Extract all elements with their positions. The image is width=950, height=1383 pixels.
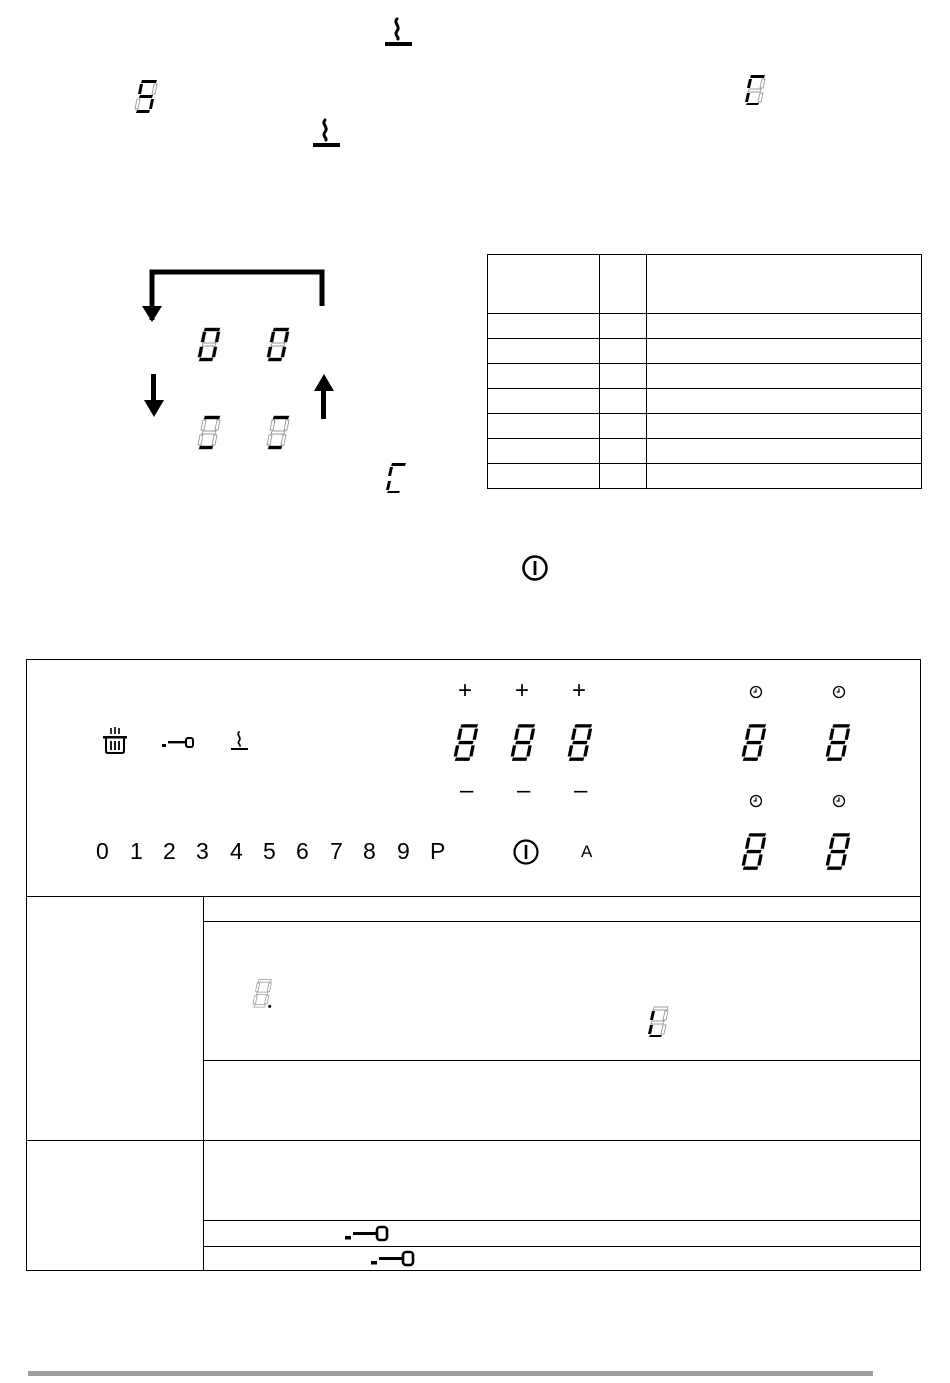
segment-l-icon [648, 1006, 670, 1038]
pot-icon [102, 727, 128, 755]
segment-digit-icon [267, 414, 291, 450]
power-level-9: 9 [397, 838, 410, 864]
segment-digit-icon [509, 722, 539, 762]
power-level-5: 5 [263, 838, 276, 864]
empty-table [487, 254, 922, 489]
steam-icon-top [385, 17, 413, 47]
plus-symbol: + [515, 677, 530, 704]
power-icon [521, 554, 549, 582]
power-level-1: 1 [130, 838, 143, 864]
footer-bar [28, 1371, 873, 1376]
segment-digit-icon [740, 831, 770, 871]
segment-digit-icon [198, 326, 222, 362]
power-icon [512, 838, 540, 866]
segment-digit-icon [452, 722, 482, 762]
clock-icon [749, 794, 763, 808]
segment-digit-icon [824, 831, 854, 871]
plus-symbol: + [572, 677, 587, 704]
arrow-down-icon [143, 374, 165, 418]
power-level-8: 8 [363, 838, 376, 864]
power-level-7: 7 [330, 838, 343, 864]
power-level-2: 2 [163, 838, 176, 864]
segment-c-icon [386, 462, 408, 494]
segment-digit-icon [566, 722, 596, 762]
clock-icon [832, 685, 846, 699]
auto-label: A [581, 842, 593, 861]
segment-digit-icon [267, 326, 291, 362]
segment-digit-icon [740, 722, 770, 762]
key-lock-icon [345, 1226, 389, 1242]
steam-icon-middle [313, 118, 341, 148]
minus-symbol: – [574, 777, 588, 804]
clock-icon [749, 685, 763, 699]
segment-digit-icon [824, 722, 854, 762]
key-lock-icon [371, 1251, 415, 1267]
segment-c-icon [745, 74, 767, 106]
power-level-4: 4 [230, 838, 243, 864]
segment-digit-icon [198, 414, 222, 450]
segment-digit-icon [252, 978, 274, 1008]
minus-symbol: – [460, 777, 474, 804]
power-level-3: 3 [196, 838, 209, 864]
arrow-up-icon [313, 373, 335, 419]
power-level-p: P [430, 838, 446, 864]
power-level-0: 0 [96, 838, 109, 864]
key-lock-icon [162, 737, 194, 749]
segment-s-icon [135, 78, 159, 114]
minus-symbol: – [517, 777, 531, 804]
power-level-6: 6 [296, 838, 309, 864]
plus-symbol: + [458, 677, 473, 704]
cycle-bracket-diagram [140, 268, 330, 328]
clock-icon [832, 794, 846, 808]
steam-icon [231, 731, 249, 751]
